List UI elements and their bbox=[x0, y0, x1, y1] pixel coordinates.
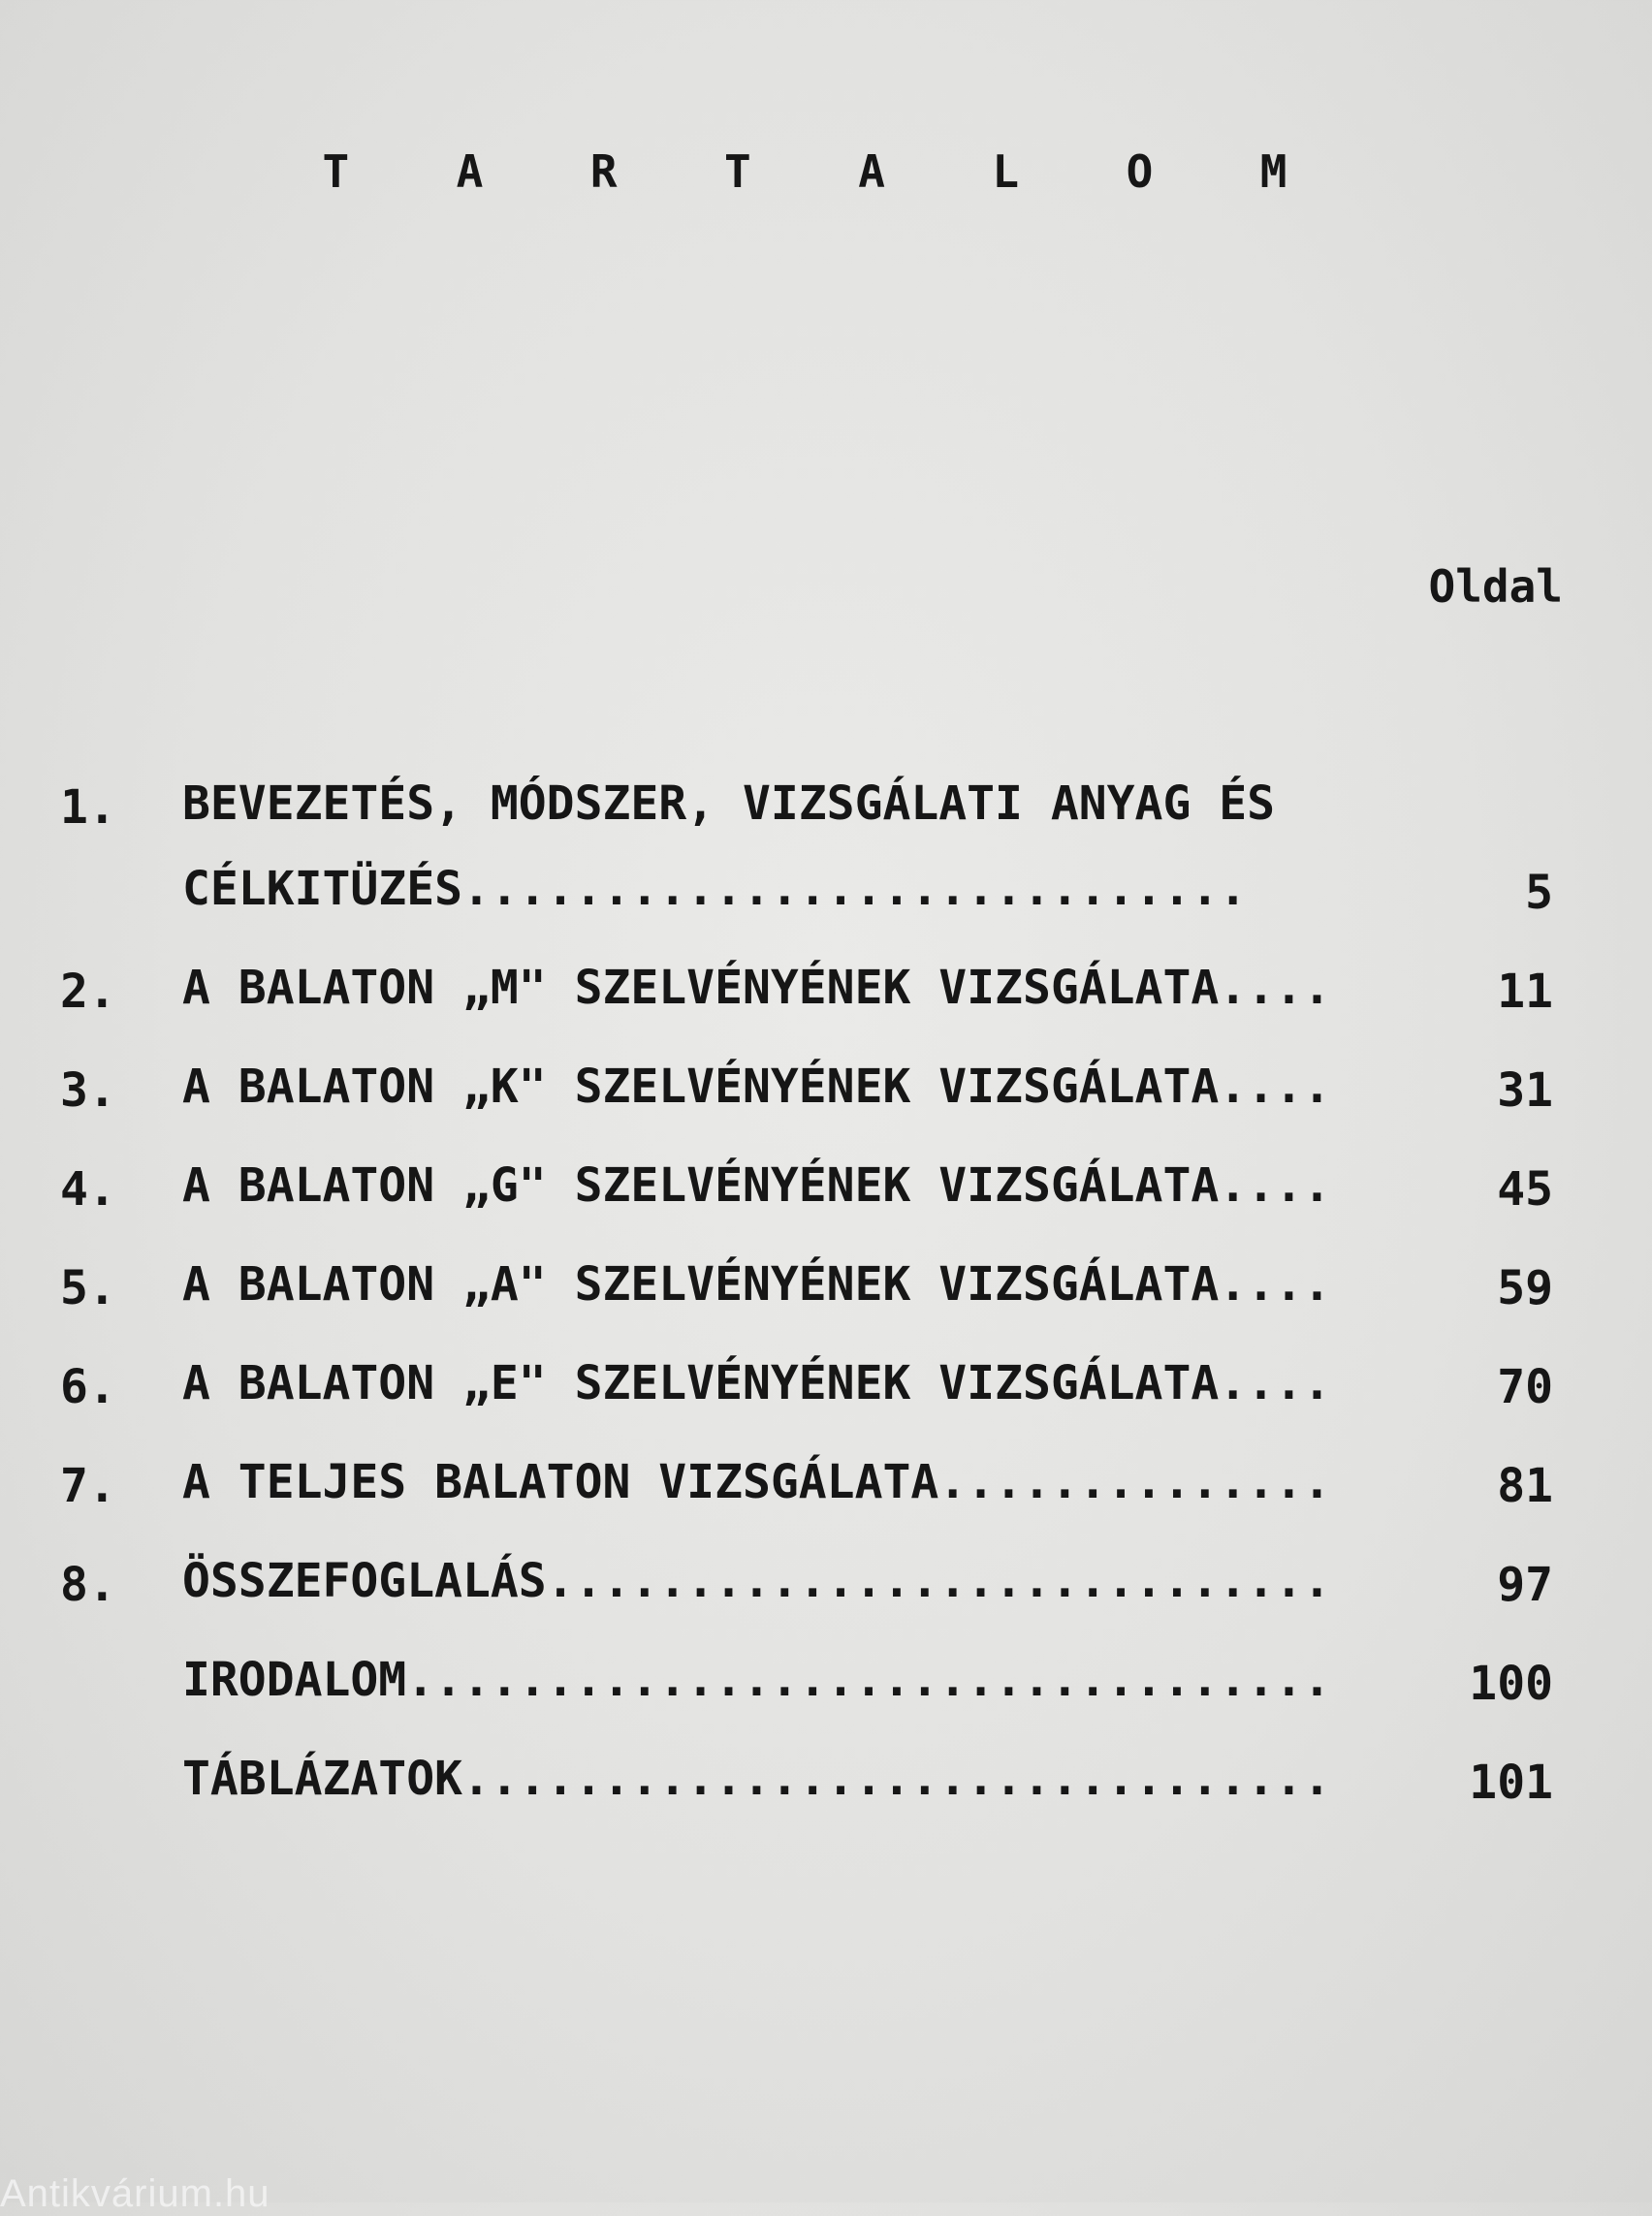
toc-entry-number: 1. bbox=[60, 780, 116, 835]
toc-entry-title: TÁBLÁZATOK............................... bbox=[182, 1752, 1331, 1806]
toc-entry-title-line: CÉLKITÜZÉS............................ bbox=[182, 862, 1248, 916]
toc-entry-title-line: BEVEZETÉS, MÓDSZER, VIZSGÁLATI ANYAG ÉS bbox=[182, 776, 1276, 831]
toc-entry-page: 45 bbox=[1497, 1162, 1553, 1217]
toc-entry-title: A BALATON „K" SZELVÉNYÉNEK VIZSGÁLATA.... bbox=[182, 1060, 1331, 1114]
toc-entry-number: 8. bbox=[60, 1558, 116, 1612]
toc-entry-title bbox=[182, 761, 1414, 932]
toc-entry-title: A BALATON „M" SZELVÉNYÉNEK VIZSGÁLATA.... bbox=[182, 961, 1331, 1015]
table-of-contents bbox=[60, 776, 1553, 1854]
watermark: Antikvárium.hu bbox=[0, 2172, 270, 2215]
toc-entry-page: 59 bbox=[1497, 1261, 1553, 1315]
toc-entry-number: 5. bbox=[60, 1261, 116, 1315]
page-column-header: Oldal bbox=[1428, 560, 1563, 613]
toc-entry-title: A TELJES BALATON VIZSGÁLATA.............. bbox=[182, 1455, 1331, 1509]
toc-entry-number: 2. bbox=[60, 965, 116, 1019]
toc-entry-page: 101 bbox=[1469, 1756, 1553, 1810]
toc-entry-page: 5 bbox=[1525, 866, 1553, 920]
toc-entry-title: A BALATON „E" SZELVÉNYÉNEK VIZSGÁLATA.... bbox=[182, 1356, 1331, 1410]
toc-entry-page: 81 bbox=[1497, 1459, 1553, 1513]
toc-entry-page: 100 bbox=[1469, 1657, 1553, 1711]
toc-entry-title: IRODALOM................................. bbox=[182, 1653, 1331, 1707]
toc-entry-title: A BALATON „G" SZELVÉNYÉNEK VIZSGÁLATA.... bbox=[182, 1158, 1331, 1213]
toc-entry-title: A BALATON „A" SZELVÉNYÉNEK VIZSGÁLATA.... bbox=[182, 1257, 1331, 1312]
toc-entry-page: 97 bbox=[1497, 1558, 1553, 1612]
toc-entry-number: 7. bbox=[60, 1459, 116, 1513]
toc-entry bbox=[60, 776, 1553, 965]
toc-entry bbox=[60, 1752, 1553, 1854]
toc-entry-page: 31 bbox=[1497, 1063, 1553, 1118]
toc-entry-number: 4. bbox=[60, 1162, 116, 1217]
toc-entry-title: ÖSSZEFOGLALÁS............................ bbox=[182, 1554, 1331, 1608]
toc-entry-page: 70 bbox=[1497, 1360, 1553, 1414]
toc-entry-number: 3. bbox=[60, 1063, 116, 1118]
toc-entry-number: 6. bbox=[60, 1360, 116, 1414]
toc-entry-page: 11 bbox=[1497, 965, 1553, 1019]
page-title: T A R T A L O M bbox=[322, 145, 1327, 198]
